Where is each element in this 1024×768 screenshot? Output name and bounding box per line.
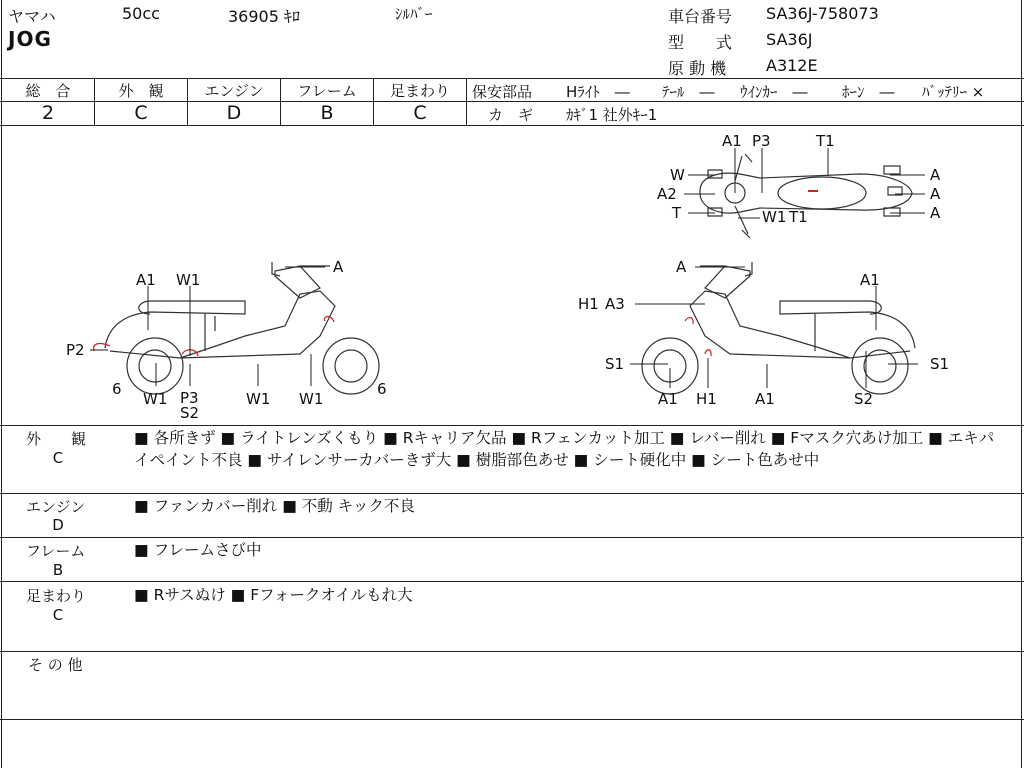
label-a-right: A <box>676 258 687 276</box>
label-w1-left-3: W1 <box>299 390 324 408</box>
label-p3-top: P3 <box>752 132 771 150</box>
chassis-number: SA36J-758073 <box>766 4 879 23</box>
exterior-grade-value: C <box>134 102 148 124</box>
damage-diagram <box>0 126 1024 426</box>
label-t1-top: T1 <box>816 132 835 150</box>
model-name: JOG <box>8 27 52 51</box>
safety-parts-label: 保安部品 <box>472 83 533 101</box>
headlight-status: Hﾗｲﾄ ― <box>566 83 630 101</box>
frame-remark-grade: B <box>52 561 64 579</box>
label-a1-top: A1 <box>722 132 742 150</box>
exterior-remark-grade: C <box>52 449 64 467</box>
label-t-top: T <box>672 204 682 222</box>
label-h1-right: H1 <box>578 295 599 313</box>
remark-divider-1 <box>0 493 1024 494</box>
label-6-left-2: 6 <box>377 380 387 398</box>
overall-grade-value: 2 <box>41 102 55 124</box>
label-w1-top: W1 <box>762 208 787 226</box>
exterior-grade-label: 外 観 <box>118 82 164 100</box>
label-a-top-2: A <box>930 185 941 203</box>
label-t1-top-2: T1 <box>789 208 808 226</box>
battery-status: ﾊﾞｯﾃﾘｰ × <box>922 83 985 101</box>
frame-remark-text: ■ フレームさび中 <box>134 541 262 559</box>
winker-status: ｳｲﾝｶｰ ― <box>740 83 808 101</box>
label-s1-right-2: S1 <box>930 355 950 373</box>
label-a1-right: A1 <box>860 271 880 289</box>
label-h1-right-2: H1 <box>696 390 717 408</box>
suspension-remark-text: ■ Rサスぬけ ■ Fフォークオイルもれ大 <box>134 586 413 604</box>
grade-col-5 <box>466 78 467 125</box>
label-a-top-3: A <box>930 204 941 222</box>
suspension-grade-label: 足まわり <box>389 82 450 100</box>
exterior-remark-label: 外 観 <box>26 430 87 448</box>
label-w1-left-top: W1 <box>176 271 201 289</box>
frame-remark-label: フレーム <box>26 542 86 560</box>
label-6-left-1: 6 <box>112 380 122 398</box>
exterior-remark-text: ■ 各所きず ■ ライトレンズくもり ■ Rキャリア欠品 ■ Rフェンカット加工 ■ レバー削れ ■ Fマスク穴あけ加工 ■ エキパイペイント不良 ■ サイレンサーカバーきず大 ■ 樹脂部色あせ ■ シート硬化中 ■ シート色あせ中 <box>134 429 995 469</box>
remark-divider-4 <box>0 651 1024 652</box>
type-label: 型 式 <box>668 33 733 52</box>
label-p2-left: P2 <box>66 341 85 359</box>
key-value: ｶｷﾞ1 社外ｷｰ1 <box>566 106 658 124</box>
label-w1-left-1: W1 <box>143 390 168 408</box>
remark-divider-3 <box>0 581 1024 582</box>
horn-status: ﾎｰﾝ ― <box>842 83 895 101</box>
label-a3-right: A3 <box>605 295 625 313</box>
engine-remark-grade: D <box>52 516 64 534</box>
label-a1-left: A1 <box>136 271 156 289</box>
taillight-status: ﾃｰﾙ ― <box>662 83 715 101</box>
key-label: カ ギ <box>488 106 534 124</box>
engine-grade-label: エンジン <box>204 82 264 100</box>
label-a1-right-3: A1 <box>755 390 775 408</box>
engine-remark-text: ■ ファンカバー削れ ■ 不動 キック不良 <box>134 497 415 515</box>
label-s2-right: S2 <box>854 390 874 408</box>
color-name: ｼﾙﾊﾞｰ <box>395 5 433 23</box>
label-s2-left: S2 <box>180 404 200 422</box>
type-value: SA36J <box>766 30 813 49</box>
label-s1-right-1: S1 <box>605 355 625 373</box>
overall-grade-label: 総 合 <box>25 82 71 100</box>
label-a-top-1: A <box>930 166 941 184</box>
suspension-remark-label: 足まわり <box>26 587 87 605</box>
remark-divider-2 <box>0 537 1024 538</box>
frame-grade-value: B <box>320 102 334 124</box>
suspension-grade-value: C <box>413 102 427 124</box>
other-remark-label: そ の 他 <box>28 656 83 674</box>
mileage: 36905 ｷﾛ <box>228 7 300 26</box>
header-divider <box>0 78 1024 79</box>
label-a2-top: A2 <box>657 185 677 203</box>
maker-name: ヤマハ <box>8 7 56 26</box>
chassis-label: 車台番号 <box>668 7 733 26</box>
engine-grade-value: D <box>226 102 242 124</box>
engine-value: A312E <box>766 56 818 75</box>
label-w-top: W <box>670 166 685 184</box>
engine-remark-label: エンジン <box>26 498 86 516</box>
engine-label: 原 動 機 <box>668 59 727 78</box>
remark-divider-5 <box>0 719 1024 720</box>
label-w1-left-2: W1 <box>246 390 271 408</box>
label-p3-left: P3 <box>180 389 199 407</box>
label-a-left: A <box>333 258 344 276</box>
suspension-remark-grade: C <box>52 606 64 624</box>
label-a1-right-2: A1 <box>658 390 678 408</box>
displacement: 50cc <box>122 4 160 23</box>
frame-grade-label: フレーム <box>297 82 357 100</box>
